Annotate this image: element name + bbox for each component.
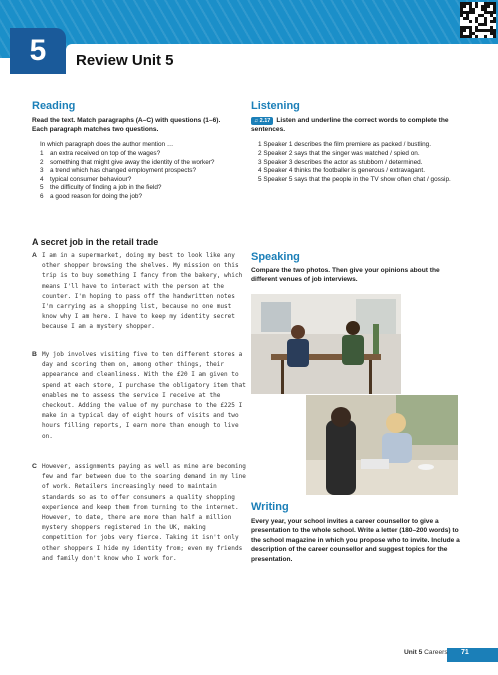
listening-sentence-list xyxy=(258,141,463,185)
paragraph-a xyxy=(32,251,248,351)
reading-instruction: Read the text. Match paragraphs (A–C) with questions (1–6). Each paragraph matches two questions. xyxy=(32,117,221,134)
question-text: typical consumer behaviour? xyxy=(50,175,132,183)
listening-sentence-item: 3 Speaker 3 describes the actor as stubborn / determined. xyxy=(258,158,423,166)
listening-sentence-item: 4 Speaker 4 thinks the footballer is generous / extravagant. xyxy=(258,167,425,175)
question-number: 5 xyxy=(40,184,44,192)
audio-track-number: 2.17 xyxy=(259,118,271,124)
page-number: 71 xyxy=(461,649,469,656)
question-text: a trend which has changed employment prospects? xyxy=(50,167,197,175)
listening-instruction-text: Listen and underline the correct words to complete the sentences. xyxy=(251,117,449,134)
footer-unit: Unit 5 xyxy=(404,649,423,656)
question-number: 1 xyxy=(40,150,44,157)
reading-question-item xyxy=(40,167,240,176)
listening-sentence-item: 5 Speaker 5 says that the people in the TV show often chat / gossip. xyxy=(258,176,451,184)
paragraph-c xyxy=(32,462,248,582)
reading-question-item xyxy=(40,150,240,159)
footer-unit-label xyxy=(404,649,448,656)
reading-question-item xyxy=(40,193,240,202)
speaking-heading: Speaking xyxy=(251,251,300,263)
question-text: a good reason for doing the job? xyxy=(50,192,143,200)
paragraph-letter: C xyxy=(32,463,37,470)
job-interview-cafe-photo xyxy=(306,395,458,495)
paragraph-letter: B xyxy=(32,351,37,358)
paragraph-letter: A xyxy=(32,252,37,259)
question-number: 2 xyxy=(40,158,44,166)
question-text: the difficulty of finding a job in the field? xyxy=(50,184,162,192)
reading-question-item xyxy=(40,176,240,185)
paragraph-text: My job involves visiting five to ten different stores a day and scoring them on, among other things, their appearance and cleanliness. With the £20 I am given to spend at each store, I purchase the obligatory item that enables me to assess the service I receive at the checkout. Adding the value of my purchase to the £225 I make in a typical day of eight hours of visits and two hours filling reports, I earn more than enough to live on. xyxy=(42,351,246,440)
qr-code-icon[interactable] xyxy=(460,2,496,38)
speaking-instruction: Compare the two photos. Then give your opinions about the different venues of job interviews. xyxy=(251,267,440,284)
reading-heading: Reading xyxy=(32,100,76,112)
unit-number-badge: 5 xyxy=(10,28,66,74)
audio-track-icon[interactable]: ♫ 2.17 xyxy=(251,117,273,125)
paragraph-b xyxy=(32,350,248,460)
question-number: 6 xyxy=(40,192,44,200)
footer-section: Careers xyxy=(424,649,448,656)
article-title: A secret job in the retail trade xyxy=(32,237,159,247)
reading-question-list xyxy=(40,150,240,202)
job-interview-office-photo xyxy=(251,294,401,394)
page-title: Review Unit 5 xyxy=(76,52,174,69)
paragraph-text: I am in a supermarket, doing my best to look like any other shopper browsing the shelves. My mission on this trip is to buy something I fancy from the bakery, which means I'll have to interact with the person at the counter. I'm hoping to pass off the handwritten notes I'm carrying as a shopping list, because no one must know why I am here. I have to keep my identity secret because I am a mystery shopper. xyxy=(42,252,243,331)
listening-sentence-item: 2 Speaker 2 says that the singer was watched / spied on. xyxy=(258,149,420,157)
question-number: 3 xyxy=(40,167,44,175)
reading-question-item xyxy=(40,184,240,193)
question-number: 4 xyxy=(40,175,44,183)
writing-instruction: Every year, your school invites a career counsellor to give a presentation to the whole school. Write a letter (180–200 words) to the school magazine in which you propose who to invite. Include a description of the career counsellor and suggest topics for the presentation. xyxy=(251,518,460,563)
listening-sentence-item: 1 Speaker 1 describes the film premiere as packed / bustling. xyxy=(258,141,431,148)
question-text: something that might give away the identity of the worker? xyxy=(50,158,215,166)
question-text: an extra received on top of the wages? xyxy=(50,150,161,157)
listening-instruction xyxy=(251,116,461,135)
reading-prompt: In which paragraph does the author mention … xyxy=(40,141,174,148)
reading-question-item xyxy=(40,159,240,168)
paragraph-text: However, assignments paying as well as mine are becoming few and far between due to the soaring demand in my line of work. Retailers increasingly need to maintain standards so as to offer consumers a quality shopping experience and keep them from turning to the internet. However, to date, there are more than half a million mystery shoppers registered in the UK, making competition for jobs very fierce. Taking it isn't only other shoppers I hide my identity from; even my friends and family don't know who I work for. xyxy=(42,463,246,562)
page-number-tab xyxy=(447,648,498,662)
writing-heading: Writing xyxy=(251,501,289,513)
listening-heading: Listening xyxy=(251,100,300,112)
